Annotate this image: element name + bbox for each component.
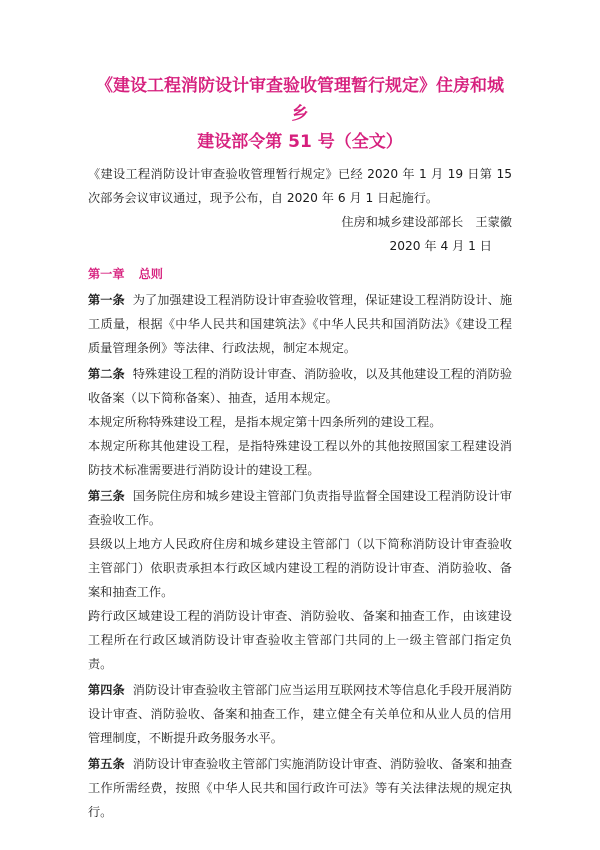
article-4-label: 第四条 — [88, 683, 125, 697]
article-3-paragraph-3: 跨行政区域建设工程的消防设计审查、消防验收、备案和抽查工作，由该建设工程所在行政区域消防设计审查验收主管部门共同的上一级主管部门指定负责。 — [88, 609, 512, 671]
article-3-label: 第三条 — [88, 489, 125, 503]
article-2-paragraph-3: 本规定所称其他建设工程，是指特殊建设工程以外的其他按照国家工程建设消防技术标准需要进行消防设计的建设工程。 — [88, 439, 512, 477]
article-1 — [88, 288, 512, 360]
article-5-label: 第五条 — [88, 757, 125, 771]
article-2-text: 特殊建设工程的消防设计审查、消防验收，以及其他建设工程的消防验收备案（以下简称备案）、抽查，适用本规定。 — [88, 367, 513, 405]
article-1-text: 为了加强建设工程消防设计审查验收管理，保证建设工程消防设计、施工质量，根据《中华人民共和国建筑法》《中华人民共和国消防法》《建设工程质量管理条例》等法律、行政法规，制定本规定。 — [88, 293, 513, 355]
chapter-number: 第一章 — [88, 267, 125, 281]
chapter-heading — [88, 262, 512, 286]
article-4-text: 消防设计审查验收主管部门应当运用互联网技术等信息化手段开展消防设计审查、消防验收、备案和抽查工作，建立健全有关单位和从业人员的信用管理制度，不断提升政务服务水平。 — [88, 683, 513, 745]
article-2 — [88, 362, 512, 410]
article-5-text: 消防设计审查验收主管部门实施消防设计审查、消防验收、备案和抽查工作所需经费，按照《中华人民共和国行政许可法》等有关法律法规的规定执行。 — [88, 757, 513, 819]
title-line-2: 建设部令第 51 号（全文） — [197, 132, 403, 152]
title-line-1: 《建设工程消防设计审查验收管理暂行规定》住房和城乡 — [96, 76, 504, 124]
preamble-text: 《建设工程消防设计审查验收管理暂行规定》已经 2020 年 1 月 19 日第 15 次部务会议审议通过，现予公布，自 2020 年 6 月 1 日起施行。 — [88, 167, 512, 205]
article-4 — [88, 678, 512, 750]
signature-date: 2020 年 4 月 1 日 — [389, 239, 492, 253]
article-3 — [88, 484, 512, 532]
article-2-paragraph-2: 本规定所称特殊建设工程，是指本规定第十四条所列的建设工程。 — [88, 415, 442, 429]
article-1-label: 第一条 — [88, 293, 125, 307]
document-title — [88, 72, 512, 156]
article-3-text: 国务院住房和城乡建设主管部门负责指导监督全国建设工程消防设计审查验收工作。 — [88, 489, 513, 527]
article-5 — [88, 752, 512, 824]
chapter-name: 总则 — [138, 267, 163, 281]
signature: 住房和城乡建设部部长 王蒙徽 — [341, 215, 512, 229]
article-2-label: 第二条 — [88, 367, 125, 381]
article-3-paragraph-2: 县级以上地方人民政府住房和城乡建设主管部门（以下简称消防设计审查验收主管部门）依职责承担本行政区域内建设工程的消防设计审查、消防验收、备案和抽查工作。 — [88, 537, 512, 599]
